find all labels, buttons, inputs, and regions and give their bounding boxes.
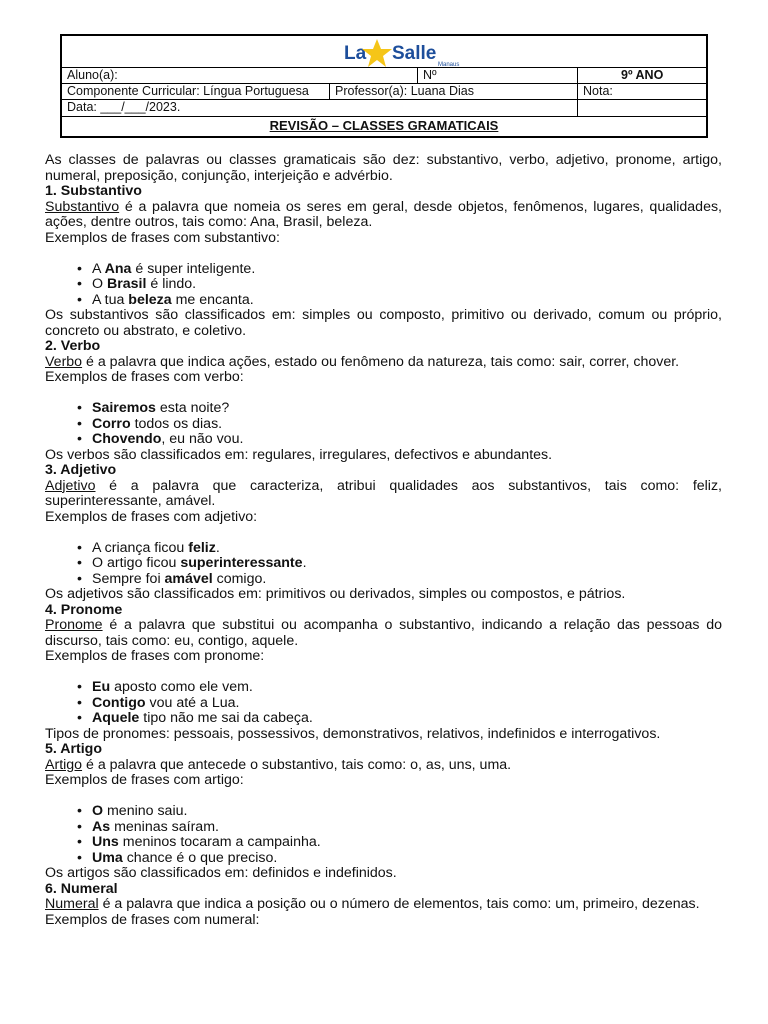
example-post: meninas saíram. (110, 818, 219, 835)
example-highlight: Eu (92, 679, 111, 695)
example-highlight: Uma (92, 849, 123, 866)
examples-label: Exemplos de frases com verbo: (45, 369, 244, 385)
section-note: Os artigos são classificados em: definidos e indefinidos. (45, 865, 397, 881)
section-definition (45, 355, 722, 371)
aluno-label: Aluno(a): (67, 68, 118, 82)
row-componente (62, 83, 706, 100)
spacer (45, 525, 722, 541)
header-table (60, 34, 708, 138)
logo-la: La (344, 43, 367, 64)
nota-label: Nota: (577, 84, 706, 100)
examples-label: Exemplos de frases com artigo: (45, 772, 244, 788)
section-heading: 3. Adjetivo (45, 462, 117, 478)
example-item (45, 835, 722, 851)
examples-label: Exemplos de frases com substantivo: (45, 229, 280, 246)
school-logo (62, 36, 706, 67)
example-highlight: Corro (92, 415, 131, 432)
example-post: . (302, 555, 307, 571)
logo-salle: Salle (392, 43, 437, 64)
example-post: , eu não vou. (161, 431, 244, 447)
examples-list (45, 401, 722, 448)
example-highlight: beleza (128, 291, 172, 308)
example-highlight: feliz (188, 539, 216, 556)
example-post: todos os dias. (130, 415, 223, 432)
section-note: Os verbos são classificados em: regulares, irregulares, defectivos e abundantes. (45, 446, 553, 463)
example-highlight: Sairemos (92, 400, 156, 416)
section-term: Artigo (45, 756, 83, 773)
example-pre: Sempre foi (92, 570, 165, 587)
example-post: tipo não me sai da cabeça. (139, 710, 313, 726)
example-highlight: Chovendo (92, 431, 162, 447)
logo-city: Manaus (438, 62, 460, 68)
section-heading: 2. Verbo (45, 338, 101, 354)
examples-label: Exemplos de frases com pronome: (45, 648, 265, 664)
section-definition (45, 200, 722, 231)
section-definition-text: é a palavra que substitui ou acompanha o substantivo, indicando a relação das pessoas do discurso, tais como: eu, contigo, aquele. (45, 617, 722, 649)
section-heading: 6. Numeral (45, 880, 118, 897)
example-post: é super inteligente. (131, 260, 256, 277)
example-highlight: amável (164, 570, 213, 587)
section-term: Adjetivo (45, 477, 96, 494)
star-icon (359, 38, 395, 68)
section-note: Tipos de pronomes: pessoais, possessivos, demonstrativos, relativos, indefinidos e interrogativos. (45, 725, 661, 742)
example-post: me encanta. (171, 291, 254, 308)
example-item (45, 417, 722, 433)
example-post: é lindo. (146, 276, 197, 292)
examples-list (45, 680, 722, 727)
section-definition (45, 897, 722, 913)
example-post: comigo. (212, 570, 267, 587)
section-note: Os substantivos são classificados em: simples ou composto, primitivo ou derivado, comum ou próprio, concreto ou abstrato, e coletivo. (45, 307, 722, 339)
example-highlight: Ana (104, 260, 132, 277)
row-title (62, 116, 706, 137)
example-post: aposto como ele vem. (110, 679, 253, 695)
section-heading: 1. Substantivo (45, 183, 142, 199)
examples-list (45, 262, 722, 309)
example-highlight: Brasil (106, 276, 147, 292)
example-post: menino saiu. (103, 803, 188, 819)
examples-list (45, 541, 722, 588)
section-definition-text: é a palavra que antecede o substantivo, tais como: o, as, uns, uma. (82, 756, 512, 773)
example-post: . (215, 539, 220, 556)
example-highlight: Uns (92, 834, 119, 850)
section-heading: 5. Artigo (45, 741, 103, 757)
example-item (45, 572, 722, 588)
section-definition-text: é a palavra que caracteriza, atribui qualidades aos substantivos, tais como: feliz, superinteressante, amável. (45, 477, 722, 509)
professor-label: Professor(a): Luana Dias (329, 84, 577, 100)
example-item (45, 711, 722, 727)
example-highlight: Contigo (92, 694, 146, 711)
example-pre: O (92, 276, 107, 292)
example-item (45, 432, 722, 448)
example-highlight: superinteressante (180, 555, 303, 571)
example-item (45, 696, 722, 712)
grade-label: 9º ANO (577, 68, 706, 84)
section-heading: 4. Pronome (45, 601, 123, 618)
example-item (45, 804, 722, 820)
example-pre: A (92, 260, 105, 277)
spacer (45, 246, 722, 262)
section-term: Numeral (45, 896, 99, 912)
spacer (45, 665, 722, 681)
date-label: Data: ___/___/2023. (67, 100, 181, 114)
section-definition-text: é a palavra que indica ações, estado ou fenômeno da natureza, tais como: sair, correr, chover. (82, 353, 680, 370)
example-item (45, 293, 722, 309)
section-definition (45, 618, 722, 649)
example-highlight: O (92, 803, 104, 819)
example-post: meninos tocaram a campainha. (118, 834, 321, 850)
nota-cell-continued (577, 100, 706, 116)
section-note: Os adjetivos são classificados em: primitivos ou derivados, simples ou compostos, e pátrios. (45, 586, 626, 602)
section-term: Pronome (45, 617, 103, 633)
example-item (45, 680, 722, 696)
example-pre: O artigo ficou (92, 555, 181, 571)
spacer (45, 386, 722, 402)
examples-label: Exemplos de frases com numeral: (45, 911, 260, 928)
example-pre: A criança ficou (92, 539, 189, 556)
example-post: esta noite? (155, 400, 230, 416)
section-definition (45, 479, 722, 510)
section-definition-text: é a palavra que nomeia os seres em geral, desde objetos, fenômenos, lugares, qualidades, ações, dentre outros, tais como: Ana, Brasil, beleza. (45, 198, 722, 230)
example-item (45, 820, 722, 836)
row-data (62, 99, 706, 116)
example-item (45, 401, 722, 417)
document-body (45, 153, 722, 928)
section-definition-text: é a palavra que indica a posição ou o número de elementos, tais como: um, primeiro, dezenas. (98, 896, 700, 912)
sections-container (45, 184, 722, 928)
spacer (45, 789, 722, 805)
example-item (45, 541, 722, 557)
example-item (45, 556, 722, 572)
example-pre: A tua (92, 291, 129, 308)
row-aluno (62, 67, 706, 84)
componente-label: Componente Curricular: Língua Portuguesa (67, 84, 309, 98)
example-highlight: As (92, 818, 111, 835)
section-term: Verbo (45, 353, 83, 370)
examples-list (45, 804, 722, 866)
numero-label: Nº (417, 68, 577, 84)
example-post: chance é o que preciso. (122, 849, 278, 866)
example-highlight: Aquele (92, 710, 140, 726)
section-term: Substantivo (45, 198, 120, 215)
examples-label: Exemplos de frases com adjetivo: (45, 508, 258, 525)
example-item (45, 262, 722, 278)
document-title: REVISÃO – CLASSES GRAMATICAIS (269, 118, 499, 133)
intro-paragraph: As classes de palavras ou classes gramaticais são dez: substantivo, verbo, adjetivo, pronome, artigo, numeral, preposição, conjunção, interjeição e advérbio. (45, 152, 722, 184)
section-definition (45, 758, 722, 774)
example-post: vou até a Lua. (145, 694, 240, 711)
example-item (45, 851, 722, 867)
example-item (45, 277, 722, 293)
